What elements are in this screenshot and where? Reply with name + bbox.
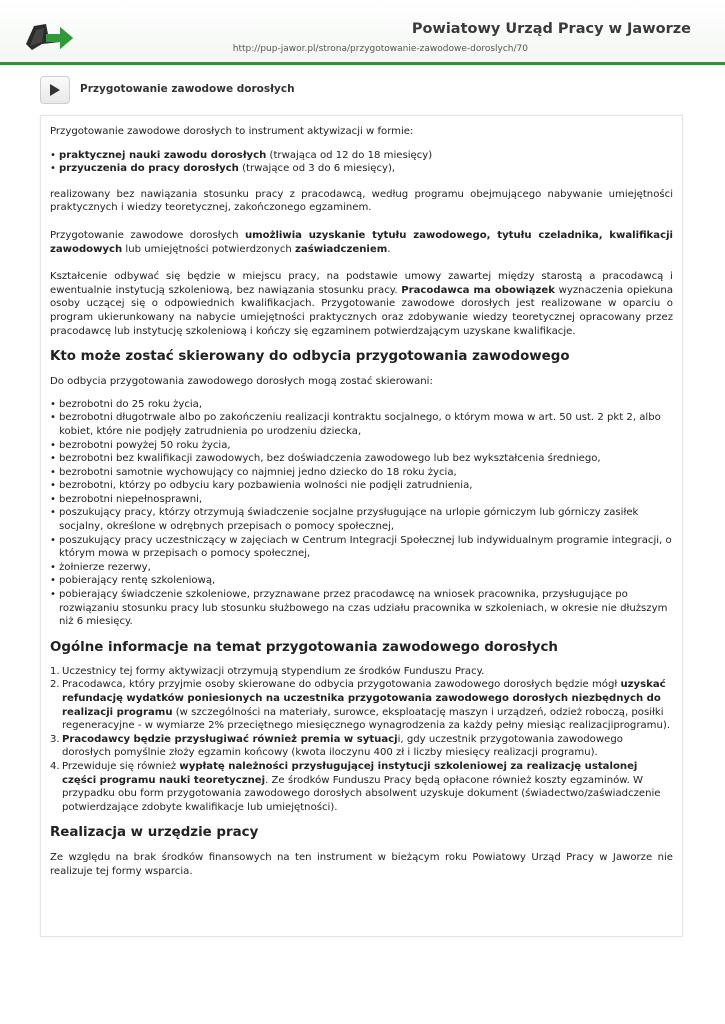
list-item: • bezrobotni bez kwalifikacji zawodowych, bez doświadczenia zawodowego lub bez wykształcenia średniego, — [50, 452, 673, 466]
list-item: • bezrobotni długotrwale albo po zakończeniu realizacji kontraktu socjalnego, o którym mowa w art. 50 ust. 2 pkt 2, albo kobiet, które nie podjęły zatrudnienia po urodzeniu dziecka, — [50, 411, 673, 438]
play-arrow-icon — [50, 84, 60, 96]
list-item: 2. Pracodawca, który przyjmie osoby skierowane do odbycia przygotowania zawodowego dorosłych będzie mógł uzyskać refundację wydatków poniesionych na uczestnika przygotowania zawodowego dorosłych niezbędnych do realizacji programu (w szczególności na materiały, surowce, eksploatację maszyn i urządzeń, odzież roboczą, posiłki regeneracyjne - w wymiarze 2% przeciętnego miesięcznego wynagrodzenia za każdy pełny miesiąc realizacjiprogramu). — [50, 679, 671, 732]
list-item: • przyuczenia do pracy dorosłych (trwające od 3 do 6 miesięcy), — [50, 162, 673, 176]
list-item: • pobierający świadczenie szkoleniowe, przyznawane przez pracodawcę na wniosek pracownika, przysługujące po rozwiązaniu stosunku pracy lub stosunku służbowego na czas udziału pracownika w szkoleniach, w okresie nie dłuższym niż 6 miesięcy. — [50, 588, 673, 629]
section-lead: Do odbycia przygotowania zawodowego dorosłych mogą zostać skierowani: — [50, 376, 433, 388]
section-heading: Realizacja w urzędzie pracy — [50, 825, 259, 841]
list-item: • pobierający rentę szkoleniową, — [50, 574, 673, 588]
intro-paragraph: realizowany bez nawiązania stosunku pracy z pracodawcą, według programu obejmującego nabywanie umiejętności praktycznych i wiedzy teoretycznej, zakończonego egzaminem. — [50, 188, 673, 214]
section-heading: Ogólne informacje na temat przygotowania zawodowego dorosłych — [50, 639, 558, 655]
intro-paragraph: Przygotowanie zawodowe dorosłych umożliwia uzyskanie tytułu zawodowego, tytułu czeladnika, kwalifikacji zawodowych lub umiejętności potwierdzonych zaświadczeniem. — [50, 229, 673, 255]
forms-list — [50, 149, 673, 176]
info-list — [50, 665, 673, 815]
article-content — [40, 115, 683, 937]
list-item: • bezrobotni samotnie wychowujący co najmniej jedno dziecko do 18 roku życia, — [50, 466, 673, 480]
list-item: • poszukujący pracy, którzy otrzymują świadczenie socjalne przysługujące na urlopie górniczym lub górniczy zasiłek socjalny, określone w odrębnych przepisach o pomocy społecznej, — [50, 506, 673, 533]
list-item: • bezrobotni do 25 roku życia, — [50, 398, 673, 412]
list-item: • bezrobotni niepełnosprawni, — [50, 493, 673, 507]
list-item: • praktycznej nauki zawodu dorosłych (trwająca od 12 do 18 miesięcy) — [50, 149, 673, 163]
list-item: • poszukujący pracy uczestniczący w zajęciach w Centrum Integracji Społecznej lub indywidualnym programie integracji, o którym mowa w przepisach o pomocy społecznej, — [50, 534, 673, 561]
intro-paragraph: Kształcenie odbywać się będzie w miejscu pracy, na podstawie umowy zawartej między starostą a pracodawcą i ewentualnie instytucją szkoleniową, bez nawiązania stosunku pracy. Pracodawca ma obowiązek wyznaczenia opiekuna osoby uczącej się o odpowiednich kwalifikacjach. Przygotowanie zawodowe dorosłych jest realizowane w oparciu o program ukierunkowany na nabycie umiejętności praktycznych oraz zdobywanie wiedzy teoretycznej opracowany przez pracodawcę lub instytucję szkoleniową i kończy się egzaminem potwierdzającym uzyskane kwalifikacje. — [50, 271, 673, 337]
section-heading: Kto może zostać skierowany do odbycia przygotowania zawodowego — [50, 349, 570, 365]
page-header — [0, 0, 725, 65]
list-item: • bezrobotni powyżej 50 roku życia, — [50, 439, 673, 453]
site-title: Powiatowy Urząd Pracy w Jaworze — [411, 21, 691, 37]
site-url[interactable]: http://pup-jawor.pl/strona/przygotowanie-zawodowe-doroslych/70 — [232, 44, 528, 54]
list-item: 4. Przewiduje się również wypłatę należności przysługującej instytucji szkoleniowej za realizację ustalonej części programu nauki teoretycznej. Ze środków Funduszu Pracy będą opłacone również koszty egzaminów. W przypadku obu form przygotowania zawodowego dorosłych absolwent uzyskuje dokument (świadectwo/zaświadczenie potwierdzające zdobyte kwalifikacje lub umiejętności). — [50, 760, 661, 813]
eligible-list — [50, 398, 673, 629]
logo-arrow-icon — [26, 22, 74, 52]
list-item: 3. Pracodawcy będzie przysługiwać również premia w sytuacji, gdy uczestnik przygotowania zawodowego dorosłych pomyślnie złoży egzamin końcowy (kwota iloczynu 400 zł i liczby miesięcy realizacji programu). — [50, 733, 623, 759]
intro-lead: Przygotowanie zawodowe dorosłych to instrument aktywizacji w formie: — [50, 126, 414, 137]
section-paragraph: Ze względu na brak środków finansowych na ten instrument w bieżącym roku Powiatowy Urząd Pracy w Jaworze nie realizuje tej formy wsparcia. — [50, 852, 673, 877]
list-item: • żołnierze rezerwy, — [50, 561, 673, 575]
page-title: Przygotowanie zawodowe dorosłych — [80, 83, 295, 95]
list-item: 1. Uczestnicy tej formy aktywizacji otrzymują stypendium ze środków Funduszu Pracy. — [50, 665, 485, 677]
list-item: • bezrobotni, którzy po odbyciu kary pozbawienia wolności nie podjęli zatrudnienia, — [50, 479, 673, 493]
page-arrow-button[interactable] — [40, 76, 70, 104]
